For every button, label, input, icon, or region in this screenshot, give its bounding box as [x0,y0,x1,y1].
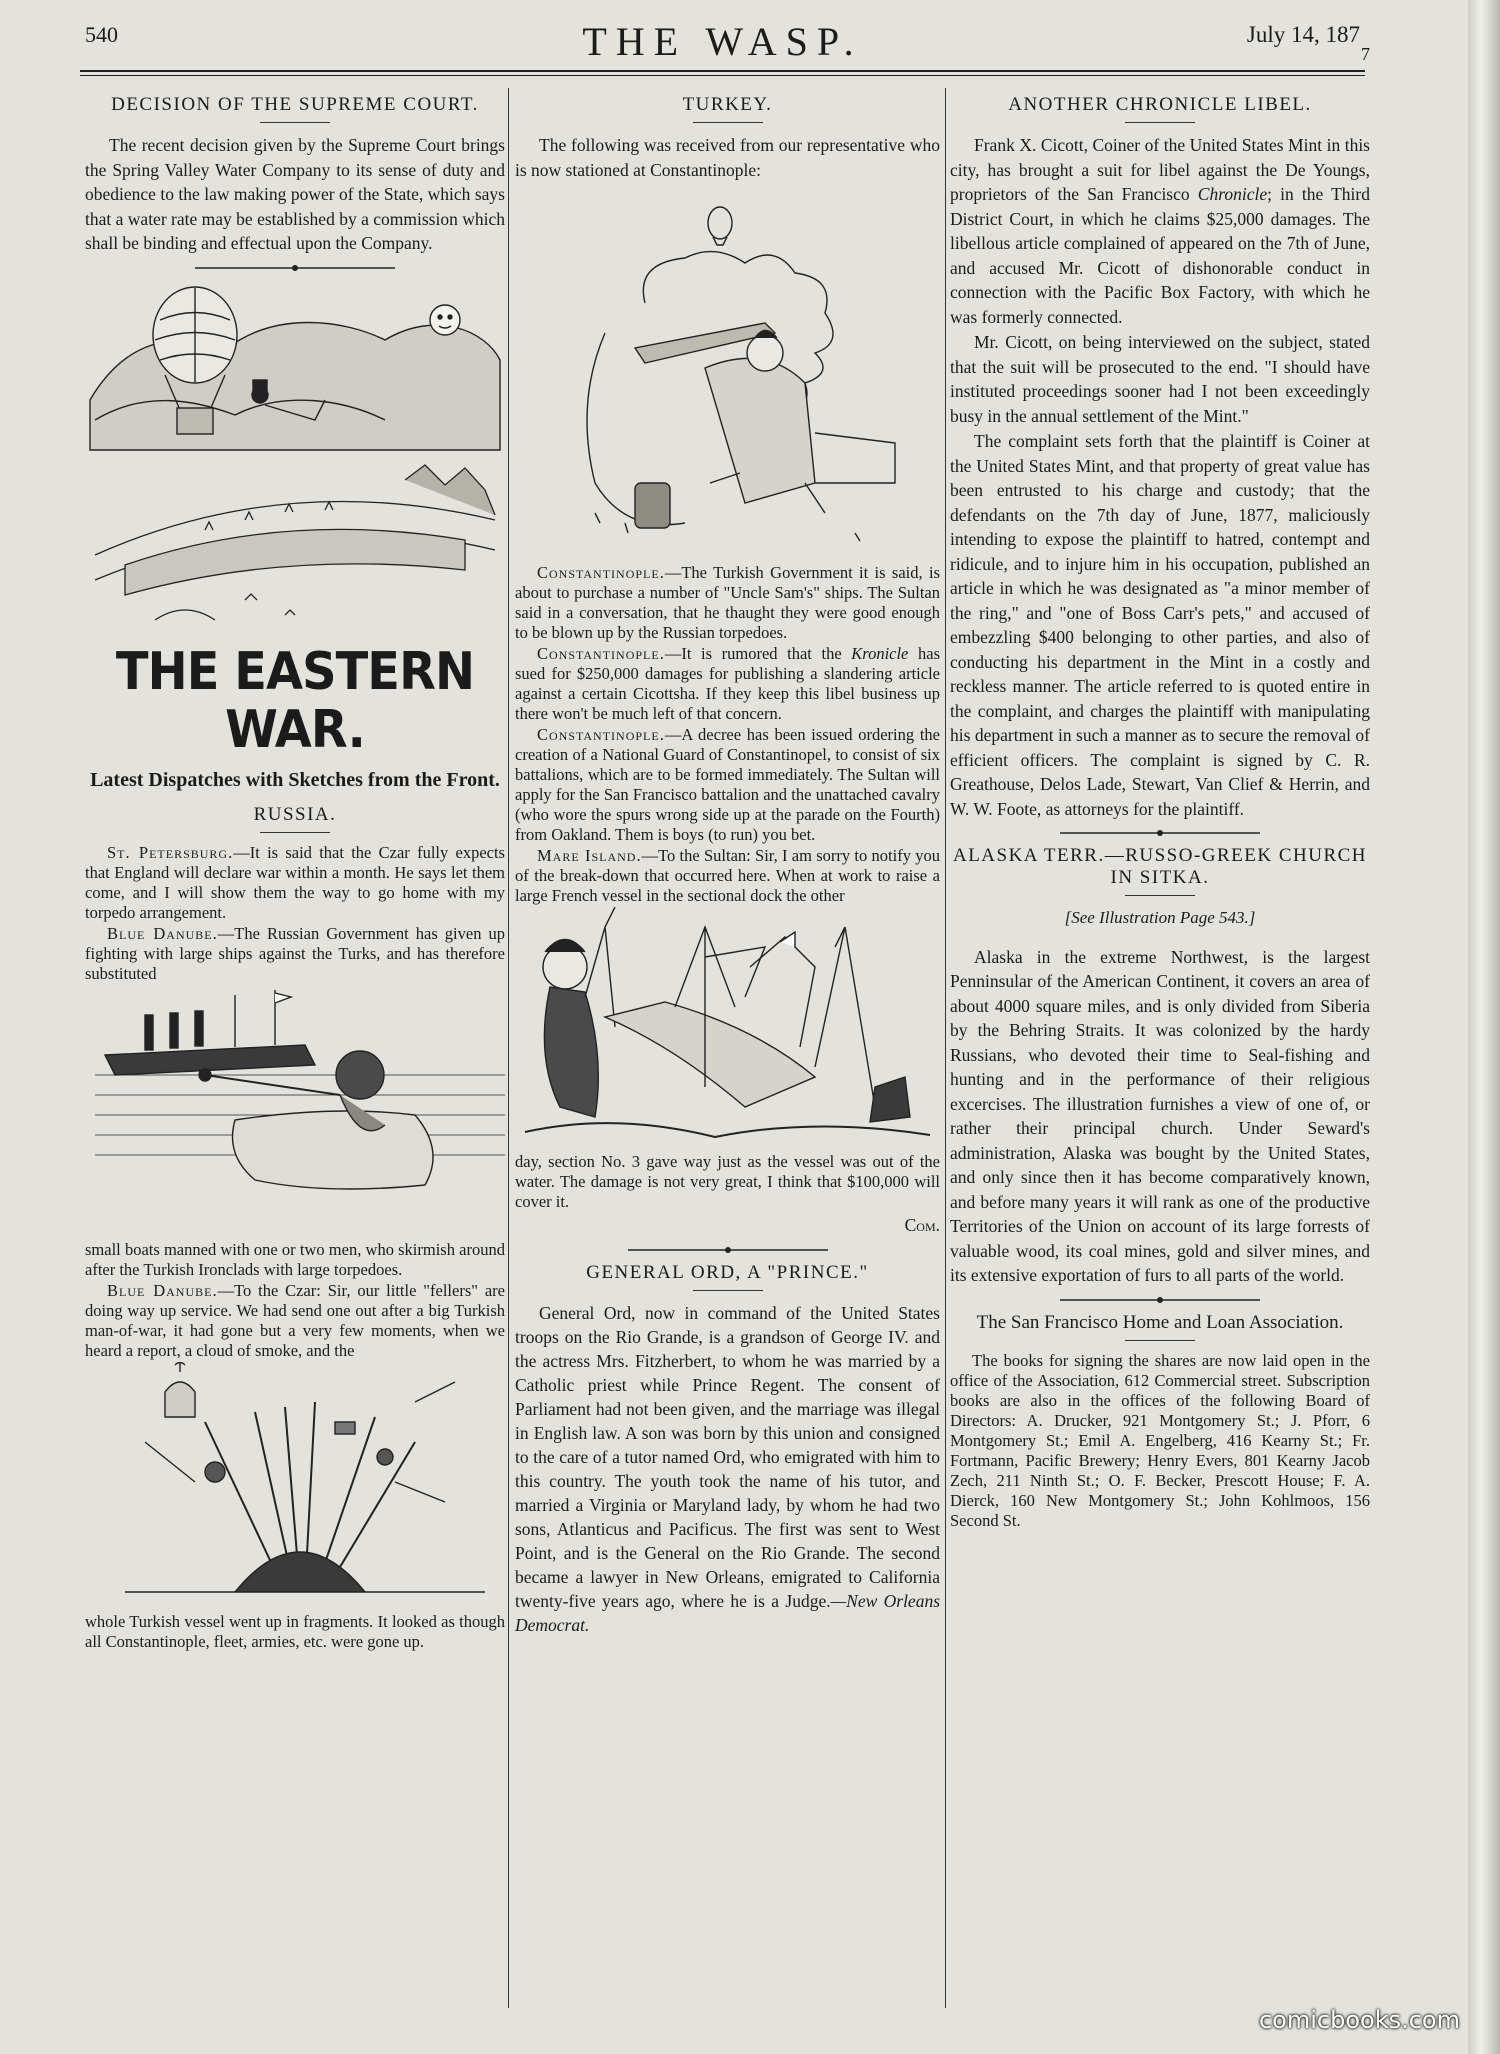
turkey-intro: The following was received from our representative who is now stationed at Constantinople: [515,135,940,180]
header-rule [80,70,1365,72]
dock-breakdown-illustration [515,907,940,1152]
dispatch-blue-danube-1: Blue Danube.—The Russian Government has given up fighting with large ships against the Turks, and has therefore substituted [85,923,505,983]
headline-general-ord: GENERAL ORD, A "PRINCE." [586,1261,869,1283]
page-header [85,18,1370,64]
dispatch-st-petersburg: St. Petersburg.—It is said that the Czar fully expects that England will declare war within a month. He says let them come, and I will show them the way to go home with my torpedo arrangement. [85,842,505,922]
divider [693,122,763,123]
ornament-divider [628,1244,828,1256]
header-rule-thin [80,75,1365,76]
dispatch-mare-island: Mare Island.—To the Sultan: Sir, I am sorry to notify you of the break-down that occurred here. When at work to raise a large French vessel in the sectional dock the other [515,846,940,905]
dispatch-constantinople-1: Constantinople.—The Turkish Government it is said, is about to purchase a number of "Uncle Sam's" ships. The Sultan said in a conversation, that he thaught they were good enough to be blown up by the Russian torpedoes. [515,563,940,642]
column-right [950,90,1370,1532]
article-home-loan: The books for signing the shares are now laid open in the office of the Association, 612 Commercial street. Subscription books are also in the offices of the following Board of Directors: A. Drucker, 921 Montgomery St.; J. Pforr, 6 Montgomery St.; Emil A. Engelberg, 416 Kearny St.; Fr. Fortmann, Pacific Brewery; Henry Evers, 801 Kearny Jacob Zech, 211 Ninth St.; O. F. Becker, Prescott House; F. A. Dierck, 160 New Montgomery St.; John Kohlmoos, 156 Second St. [950,1350,1370,1530]
dispatch-blue-danube-2-cont: whole Turkish vessel went up in fragments. It looked as though all Constantinople, fleet, armies, etc. were gone up. [85,1611,505,1651]
headline-russia: RUSSIA. [253,803,337,825]
issue-date: July 14, 187 [1246,22,1360,47]
dispatch-mare-island-cont: day, section No. 3 gave way just as the vessel was out of the water. The damage is not very great, I think that $100,000 will cover it. [515,1152,940,1211]
headline-supreme-court: DECISION OF THE SUPREME COURT. [111,94,479,115]
column-divider [508,88,509,2008]
dispatch-constantinople-2: Constantinople.—It is rumored that the Kronicle has sued for $250,000 damages for publishing a slandering article against a certain Cicottsha. If they keep this libel business up there won't be much left of that concern. [515,644,940,723]
dispatch-constantinople-3: Constantinople.—A decree has been issued ordering the creation of a National Guard of Constantinopel, to consist of six battalions, which are to be formed immediately. The Sultan will apply for the San Francisco battalion and the unattached cavalry (who wore the spurs wrong side up at the parade on the Fourth) from Oakland. Them is boys (to run) you bet. [515,725,940,844]
column-divider [945,88,946,2008]
headline-turkey: TURKEY. [682,94,773,115]
illustration-reference: [See Illustration Page 543.] [1064,908,1256,927]
battlefield-illustration [85,460,505,635]
sultan-illustration [515,183,940,563]
divider [1125,895,1195,896]
libel-paragraph-1: Frank X. Cicott, Coiner of the United States Mint in this city, has brought a suit for libel against the De Youngs, proprietors of the San Francisco Chronicle; in the Third District Court, in which he claims $25,000 damages. The libellous article complained of appeared on the 7th of June, and accused Mr. Cicott of dishonorable conduct in connection with the Pacific Box Factory, with which he was formerly connected. [950,135,1370,327]
watermark: comicbooks.com [1258,2006,1460,2034]
article-supreme-court: The recent decision given by the Supreme Court brings the Spring Valley Water Company to its sense of duty and obedience to the law making power of the State, which says that a water rate may be established by a commission which shall be binding and effectual upon the Company. [85,135,505,253]
divider [1125,1340,1195,1341]
article-alaska: Alaska in the extreme Northwest, is the largest Penninsular of the American Continent, it covers an area of about 4000 square miles, and is only divided from Siberia by the Behring Straits. It was colonized by the hardy Russians, who devoted their time to Seal-fishing and hunting and in the performance of their religious excercises. The illustration furnishes a view of one of, or rather their principal church. Under Seward's administration, Alaska was bought by the United States, and only since then it has become comparatively known, and before many years it will rank as one of the productive Territories of the Union on account of its large forrests of valuable wood, its coal mines, gold and silver mines, and its extensive exportation of furs to all parts of the world. [950,946,1370,1285]
dispatch-blue-danube-1-cont: small boats manned with one or two men, who skirmish around after the Turkish Ironclads with large torpedoes. [85,1239,505,1279]
dispatch-blue-danube-2: Blue Danube.—To the Czar: Sir, our little "fellers" are doing way up service. We had send one out after a big Turkish man-of-war, it had gone but a very few moments, when we heard a report, a cloud of smoke, and the [85,1280,505,1360]
ornament-divider [1060,827,1260,839]
headline-home-loan: The San Francisco Home and Loan Association. [976,1311,1344,1333]
subhead-dispatches: Latest Dispatches with Sketches from the Front. [90,768,500,791]
ornament-divider [195,262,395,274]
page-number: 540 [85,22,118,47]
ornament-divider [1060,1294,1260,1306]
column-middle [515,90,940,1638]
article-general-ord: General Ord, now in command of the United States troops on the Rio Grande, is a grandson of George IV. and the actress Mrs. Fitzherbert, to whom he was married by a Catholic priest while Prince Regent. The consent of Parliament had not been given, and the marriage was illegal in English law. A son was born by this union and consigned to the care of a tutor named Ord, who emigrated with him to this country. The youth took the name of his tutor, and married a Virginia or Maryland lady, by whom he had two sons, Atlanticus and Pacificus. The first was sent to West Point, and is the General on the Rio Grande. The second became a lawyer in New Orleans, emigrated to California twenty-five years ago, where he is a Judge.—New Orleans Democrat. [515,1302,941,1635]
signature-com: Com. [904,1215,940,1235]
column-left [85,90,505,1653]
page-edge [1468,0,1500,2054]
divider [1125,122,1195,123]
headline-chronicle-libel: ANOTHER CHRONICLE LIBEL. [1008,94,1312,115]
balloon-illustration [85,280,505,460]
libel-paragraph-3: The complaint sets forth that the plaintiff is Coiner at the United States Mint, and that property of great value has been entrusted to his charge and custody; that the defendants on the 7th day of June, 1877, maliciously intending to expose the plaintiff to hatred, contempt and ridicule, and to injure him in his occupation, published an article in which he was designated as "a minor member of the ring," and "one of Boss Carr's pets," and accused of embezzling $400 belonging to other parties, and also of conducting his department in the Mint in a costly and reckless manner. The article referred to is quoted entire in the complaint, and charges the plaintiff with manipulating his department in such a manner as to secure the removal of efficient officers. The complaint is signed by C. R. Greathouse, Delos Lade, Stewart, Van Clief & Herrin, and W. W. Foote, as attorneys for the plaintiff. [950,431,1370,819]
masthead: THE WASP. [582,19,863,64]
divider [260,832,330,833]
explosion-illustration [85,1362,505,1612]
banner-eastern-war: THE EASTERN WAR. [115,641,475,760]
libel-paragraph-2: Mr. Cicott, on being interviewed on the subject, stated that the suit will be prosecuted to the end. "I should have instituted proceedings sooner had I not been exceedingly busy in the annual settlement of the Mint." [950,332,1370,426]
divider [260,122,330,123]
torpedo-boat-illustration [85,985,505,1240]
divider [693,1290,763,1291]
headline-alaska: ALASKA TERR.—RUSSO-GREEK CHURCH IN SITKA. [952,845,1368,888]
issue-date-digit: 7 [1361,44,1370,64]
